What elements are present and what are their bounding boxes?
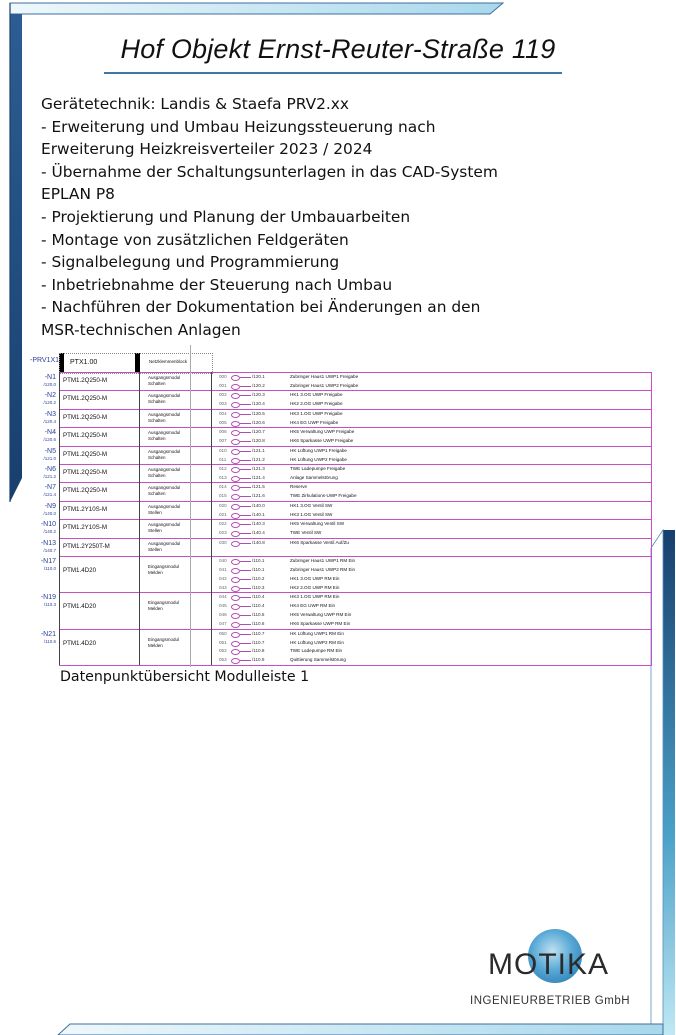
description-line: - Nachführen der Dokumentation bei Änderungen an den — [41, 298, 481, 317]
datapoint-reference: /110.9 — [252, 657, 265, 663]
module-description-line: Ausgangsmodul — [148, 430, 181, 436]
module-description-line: Ausgangsmodul — [148, 393, 181, 399]
datapoint-label: HK3 1.OG Ventil SW — [290, 511, 333, 517]
module-name: -N17 — [40, 558, 56, 565]
module-name: -N19 — [40, 594, 56, 602]
datapoint-label: HK Lüftung UWP1 RM Ein — [290, 630, 344, 636]
module-reference: /140.0 — [43, 510, 56, 516]
module-type: PTM1.2Q250-M — [63, 432, 108, 440]
module-type: PTM1.4D20 — [63, 603, 97, 611]
datapoint-row — [28, 594, 648, 602]
datapoint-row — [28, 631, 648, 639]
datapoint-label: HK Lüftung UWP1 Freigabe — [290, 447, 347, 453]
module-reference: /121.0 — [43, 455, 56, 461]
connector-icon — [231, 622, 240, 628]
connector-line — [240, 496, 251, 497]
datapoint-label: Quittierung Sammelstörung — [290, 657, 346, 663]
datapoint-label: Zubringer Haus1 UWP1 RM Ein — [290, 558, 356, 563]
connector-line — [240, 515, 251, 516]
connector-line — [240, 615, 251, 616]
module-type: PTM1.2Y250T-M — [63, 542, 110, 550]
module-description-line: Eingangsmodul — [148, 600, 180, 606]
module-separator — [59, 665, 651, 666]
description-line: - Übernahme der Schaltungsunterlagen in das CAD-System — [41, 162, 498, 181]
datapoint-number: 042 — [219, 575, 227, 581]
datapoint-number: 007 — [219, 438, 227, 444]
datapoint-number: 021 — [219, 511, 227, 517]
module-description-line: Schalten — [148, 454, 166, 460]
datapoint-label: HK4 EG UWP RM Ein — [290, 603, 336, 609]
connector-icon — [231, 577, 240, 583]
datapoint-number: 014 — [219, 484, 227, 490]
description-line: - Projektierung und Planung der Umbauarbeiten — [41, 207, 411, 226]
module-description-line: Ausgangsmodul — [148, 467, 181, 472]
module-description-line: Schalten — [148, 491, 166, 497]
connector-icon — [231, 458, 240, 464]
connector-line — [240, 651, 251, 652]
connector-line — [240, 414, 251, 415]
connector-icon — [231, 467, 240, 473]
datapoint-label: TWE Ladepumpe Freigabe — [290, 466, 346, 471]
module-reference: /120.0 — [43, 382, 56, 387]
module-reference: /110.0 — [43, 566, 56, 571]
datapoint-number: 041 — [219, 566, 227, 572]
datapoint-label: Zubringer Haus1 UWP2 RM Ein — [290, 566, 356, 572]
module-row — [28, 501, 656, 519]
module-description-line: Ausgangsmodul — [148, 540, 181, 546]
terminal-strip-label: -PRV1X1 — [30, 357, 60, 364]
datapoint-number: 015 — [219, 493, 227, 499]
diagram-right-border — [651, 372, 652, 666]
module-description-line: Stellen — [148, 546, 162, 552]
module-type: PTM1.2Y10S-M — [63, 524, 108, 532]
module-name: -N9 — [44, 502, 56, 510]
datapoint-reference: /120.7 — [252, 429, 265, 435]
datapoint-row — [28, 567, 648, 575]
module-reference: /140.7 — [43, 547, 56, 553]
connector-icon — [231, 649, 240, 655]
connector-icon — [231, 384, 240, 390]
module-description-line: Schalten — [148, 399, 166, 405]
company-logo — [470, 928, 660, 1018]
datapoint-label: Anlage Sammelstörung — [290, 474, 338, 480]
module-description-line: Eingangsmodul — [148, 564, 180, 569]
datapoint-label: HK2 2.OG UWP Freigabe — [290, 401, 343, 407]
datapoint-row — [28, 648, 648, 656]
module-row — [28, 629, 656, 665]
datapoint-row — [28, 603, 648, 611]
datapoint-reference: /120.8 — [252, 438, 265, 444]
datapoint-reference: /110.7 — [252, 639, 265, 645]
module-description-line: Stellen — [148, 528, 162, 534]
connector-line — [240, 597, 251, 598]
datapoint-label: Zubringer Haus1 UWP1 Freigabe — [290, 374, 359, 379]
module-description-line: Schalten — [148, 473, 166, 478]
connector-line — [240, 533, 251, 534]
datapoint-row — [28, 540, 648, 548]
datapoint-number: 012 — [219, 466, 227, 471]
datapoint-label: HK6 Sparkasse UWP Freigabe — [290, 438, 354, 444]
module-type: PTM1.2Q250-M — [63, 487, 108, 495]
datapoint-label: HK Lüftung UWP2 RM Ein — [290, 639, 344, 645]
connector-icon — [231, 559, 240, 565]
module-reference: /140.2 — [43, 529, 56, 535]
datapoint-label: HK3 1.OG UWP Freigabe — [290, 410, 343, 416]
connector-icon — [231, 595, 240, 601]
datapoint-row — [28, 612, 648, 620]
datapoint-number: 010 — [219, 447, 227, 453]
connector-line — [240, 478, 251, 479]
module-description-line: Ausgangsmodul — [148, 411, 181, 417]
connector-icon — [231, 658, 240, 664]
description-line: Erweiterung Heizkreisverteiler 2023 / 2024 — [41, 140, 373, 159]
datapoint-number: 001 — [219, 382, 227, 388]
datapoint-row — [28, 640, 648, 648]
datapoint-label: HK6 Sparkasse Ventil Auf/Zu — [290, 539, 349, 545]
datapoint-row — [28, 374, 648, 382]
module-column-border — [139, 372, 140, 665]
datapoint-number: 022 — [219, 521, 227, 527]
page-title: Hof Objekt Ernst-Reuter-Straße 119 — [120, 34, 556, 64]
module-description-line: Melden — [148, 642, 163, 648]
connector-icon — [231, 375, 240, 381]
connector-icon — [231, 531, 240, 537]
datapoint-reference: /140.0 — [252, 502, 265, 508]
module-row — [28, 538, 656, 556]
datapoint-number: 023 — [219, 530, 227, 536]
datapoint-number: 000 — [219, 374, 227, 379]
datapoint-reference: /110.7 — [252, 630, 265, 636]
datapoint-number: 030 — [219, 539, 227, 545]
module-name: -N1 — [44, 374, 56, 381]
module-name: -N5 — [44, 447, 56, 455]
datapoint-reference: /140.3 — [252, 521, 265, 527]
connector-icon — [231, 613, 240, 619]
datapoint-reference: /120.4 — [252, 401, 265, 407]
datapoint-reference: /110.1 — [252, 566, 265, 572]
datapoint-label: HK3 1.OG UWP RM Ein — [290, 594, 340, 600]
module-row — [28, 390, 656, 408]
datapoint-row — [28, 448, 648, 456]
module-name: -N6 — [44, 466, 56, 473]
module-description-line: Eingangsmodul — [148, 636, 180, 642]
datapoint-label: TWE Zirkulations-UWP Freigabe — [290, 493, 357, 499]
module-reference: /120.6 — [43, 437, 56, 443]
connector-line — [240, 634, 251, 635]
connector-line — [240, 423, 251, 424]
datapoint-reference: /110.5 — [252, 612, 265, 618]
description-line: - Erweiterung und Umbau Heizungssteuerung nach — [41, 117, 436, 136]
description-line: Gerätetechnik: Landis & Staefa PRV2.xx — [41, 95, 350, 113]
description-line: EPLAN P8 — [41, 185, 115, 204]
connector-line — [240, 469, 251, 470]
module-type: PTM1.2Q250-M — [63, 450, 108, 458]
datapoint-label: HK1 3.OG UWP RM Ein — [290, 575, 340, 581]
connector-line — [240, 579, 251, 580]
module-name: -N21 — [40, 630, 56, 638]
connector-line — [240, 386, 251, 387]
connector-icon — [231, 522, 240, 528]
datapoint-row — [28, 576, 648, 584]
connector-line — [240, 524, 251, 525]
datapoint-number: 053 — [219, 657, 227, 663]
datapoint-label: HK5 Verwaltung UWP Freigabe — [290, 429, 355, 435]
datapoint-label: HK5 Verwaltung UWP RM Ein — [290, 612, 352, 618]
connector-icon — [231, 485, 240, 491]
connector-icon — [231, 504, 240, 510]
connector-icon — [231, 412, 240, 418]
datapoint-reference: /110.2 — [252, 575, 265, 581]
module-description-line: Melden — [148, 570, 163, 575]
module-type: PTM1.2Q250-M — [63, 413, 108, 421]
datapoint-label: TWE Ladepumpe RM Ein — [290, 648, 343, 654]
datapoint-reference: /110.3 — [252, 584, 265, 590]
module-name: -N13 — [40, 539, 56, 547]
datapoint-label: TWE Ventil SW — [290, 530, 322, 536]
connector-line — [240, 624, 251, 625]
datapoint-label: HK1 3.OG UWP Freigabe — [290, 392, 343, 398]
connector-icon — [231, 449, 240, 455]
datapoint-number: 050 — [219, 630, 227, 636]
datapoint-number: 006 — [219, 429, 227, 435]
datapoint-reference: /121.3 — [252, 466, 265, 471]
connector-line — [240, 570, 251, 571]
connector-line — [240, 451, 251, 452]
datapoint-number: 020 — [219, 502, 227, 508]
datapoint-row — [28, 503, 648, 511]
datapoint-reference: /121.5 — [252, 484, 265, 490]
description-line: - Inbetriebnahme der Steuerung nach Umbau — [41, 275, 393, 294]
connector-icon — [231, 439, 240, 445]
connector-line — [240, 487, 251, 488]
datapoint-reference: /120.6 — [252, 419, 265, 425]
connector-line — [240, 395, 251, 396]
datapoint-number: 052 — [219, 648, 227, 654]
module-reference: /110.6 — [43, 638, 56, 644]
power-module-label: PTX1.00 — [70, 359, 98, 366]
datapoint-reference: /120.1 — [252, 374, 265, 379]
module-name: -N4 — [44, 429, 56, 437]
datapoint-number: 043 — [219, 584, 227, 590]
datapoint-number: 005 — [219, 419, 227, 425]
datapoint-label: HK6 Sparkasse UWP RM Ein — [290, 621, 351, 627]
connector-icon — [231, 430, 240, 436]
module-column-border — [59, 372, 60, 665]
datapoint-number: 002 — [219, 392, 227, 398]
module-description-line: Schalten — [148, 417, 166, 423]
module-description-line: Schalten — [148, 436, 166, 442]
datapoint-number: 013 — [219, 474, 227, 480]
connector-line — [240, 543, 251, 544]
connector-line — [240, 460, 251, 461]
logo-subtitle: INGENIEURBETRIEB GmbH — [470, 995, 631, 1007]
module-type: PTM1.2Q250-M — [63, 469, 108, 476]
module-name: -N10 — [40, 521, 56, 529]
module-description-line: Ausgangsmodul — [148, 503, 181, 509]
datapoint-reference: /121.2 — [252, 456, 265, 462]
module-row — [28, 464, 656, 482]
connector-line — [240, 506, 251, 507]
datapoint-reference: /110.4 — [252, 594, 265, 600]
connector-icon — [231, 568, 240, 574]
datapoint-reference: /120.3 — [252, 392, 265, 398]
module-row — [28, 427, 656, 445]
datapoint-diagram — [28, 345, 656, 675]
module-type: PTM1.4D20 — [63, 639, 97, 647]
description-line: - Signalbelegung und Programmierung — [41, 253, 340, 272]
module-name: -N7 — [44, 484, 56, 492]
datapoint-reference: /121.6 — [252, 493, 265, 499]
datapoint-label: HK4 EG UWP Freigabe — [290, 419, 339, 425]
connector-line — [240, 441, 251, 442]
module-row — [28, 409, 656, 427]
datapoint-number: 003 — [219, 401, 227, 407]
module-reference: /120.2 — [43, 400, 56, 406]
connector-icon — [231, 586, 240, 592]
terminal-block-label: Netzklemmenblock — [149, 359, 188, 364]
connector-icon — [231, 513, 240, 519]
module-type: PTM1.2Y10S-M — [63, 505, 108, 513]
datapoint-reference: /120.2 — [252, 382, 265, 388]
datapoint-reference: /110.1 — [252, 558, 265, 563]
module-description-line: Ausgangsmodul — [148, 485, 181, 491]
connector-line — [240, 588, 251, 589]
datapoint-row — [28, 558, 648, 566]
datapoint-reference: /120.5 — [252, 410, 265, 416]
datapoint-row — [28, 411, 648, 419]
module-name: -N2 — [44, 392, 56, 400]
datapoint-number: 051 — [219, 639, 227, 645]
module-description-line: Ausgangsmodul — [148, 522, 181, 528]
module-description-line: Ausgangsmodul — [148, 448, 181, 454]
diagram-caption: Datenpunktübersicht Modulleiste 1 — [60, 669, 310, 685]
module-description-line: Melden — [148, 606, 163, 612]
connector-icon — [231, 641, 240, 647]
connector-line — [240, 561, 251, 562]
project-description — [41, 93, 511, 342]
datapoint-reference: /110.6 — [252, 621, 265, 627]
connector-icon — [231, 541, 240, 547]
datapoint-number: 040 — [219, 558, 227, 563]
module-type: PTM1.2Q250-M — [63, 395, 108, 403]
module-name: -N3 — [44, 410, 56, 418]
datapoint-reference: /110.8 — [252, 648, 265, 654]
module-reference: /121.4 — [43, 492, 56, 498]
datapoint-number: 047 — [219, 621, 227, 627]
reference-guide-line — [190, 345, 191, 667]
datapoint-reference: /110.4 — [252, 603, 265, 609]
module-reference: /121.2 — [43, 474, 56, 479]
description-line: - Montage von zusätzlichen Feldgeräten — [41, 230, 349, 249]
module-description-line: Schalten — [148, 381, 166, 386]
module-column-border — [211, 372, 212, 665]
datapoint-label: HK2 2.OG UWP RM Ein — [290, 584, 340, 590]
module-row — [28, 592, 656, 628]
module-type: PTM1.2Q250-M — [63, 377, 108, 384]
datapoint-row — [28, 466, 648, 474]
logo-wordmark: MOTIKA — [488, 948, 610, 981]
module-row — [28, 519, 656, 537]
datapoint-number: 046 — [219, 612, 227, 618]
datapoint-number: 004 — [219, 410, 227, 416]
connector-line — [240, 660, 251, 661]
connector-icon — [231, 402, 240, 408]
module-row — [28, 372, 656, 390]
datapoint-number: 045 — [219, 603, 227, 609]
datapoint-number: 044 — [219, 594, 227, 600]
connector-line — [240, 643, 251, 644]
datapoint-number: 011 — [219, 456, 227, 462]
module-description-line: Ausgangsmodul — [148, 375, 181, 380]
datapoint-label: HK5 Verwaltung Ventil SW — [290, 521, 345, 527]
module-description-line: Stellen — [148, 509, 162, 515]
connector-icon — [231, 476, 240, 482]
connector-line — [240, 377, 251, 378]
module-reference: /120.4 — [43, 418, 56, 424]
connector-line — [240, 606, 251, 607]
connector-icon — [231, 393, 240, 399]
connector-icon — [231, 421, 240, 427]
datapoint-reference: /121.4 — [252, 474, 265, 480]
title-underline — [104, 72, 562, 74]
module-row — [28, 556, 656, 592]
datapoint-reference: /140.1 — [252, 511, 265, 517]
connector-icon — [231, 632, 240, 638]
datapoint-reference: /140.4 — [252, 530, 265, 536]
datapoint-label: Reserve — [290, 484, 308, 490]
module-reference: /110.3 — [43, 602, 56, 608]
connector-line — [240, 432, 251, 433]
module-row — [28, 446, 656, 464]
module-row — [28, 482, 656, 500]
datapoint-label: HK Lüftung UWP2 Freigabe — [290, 456, 347, 462]
module-type: PTM1.4D20 — [63, 567, 97, 574]
connector-icon — [231, 494, 240, 500]
datapoint-reference: /121.1 — [252, 447, 265, 453]
datapoint-label: HK1 3.OG Ventil SW — [290, 502, 333, 508]
datapoint-reference: /140.8 — [252, 539, 265, 545]
connector-line — [240, 404, 251, 405]
datapoint-label: Zubringer Haus1 UWP2 Freigabe — [290, 382, 359, 388]
connector-icon — [231, 604, 240, 610]
description-line: MSR-technischen Anlagen — [41, 320, 241, 339]
